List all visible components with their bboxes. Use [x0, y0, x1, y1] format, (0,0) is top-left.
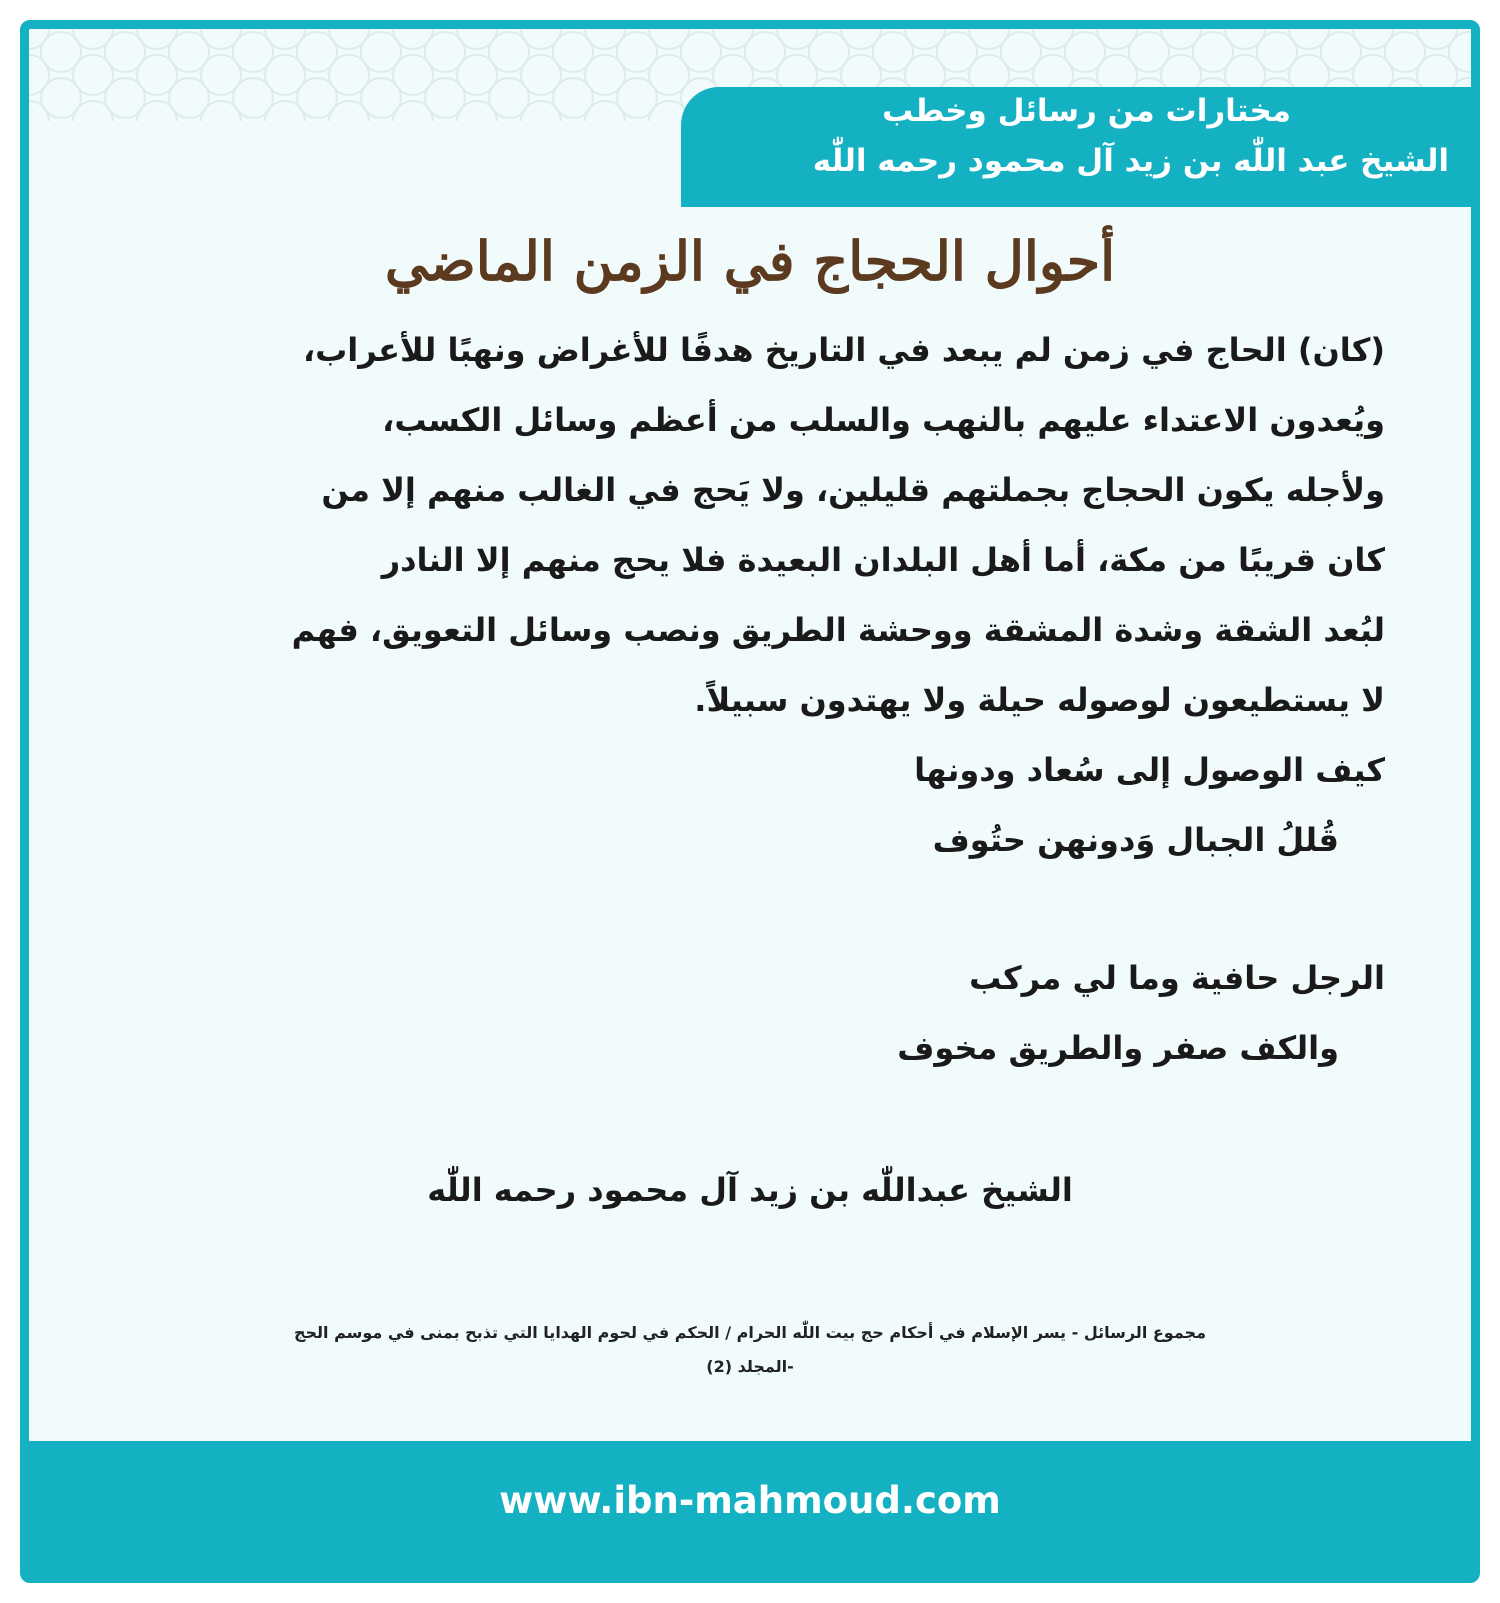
article-title: أحوال الحجاج في الزمن الماضي: [384, 229, 1116, 293]
source-citation: مجموع الرسائل - يسر الإسلام في أحكام حج بيت اللّٰه الحرام / الحكم في لحوم الهدايا التي تذبح بمنى في موسم الحج: [293, 1323, 1206, 1342]
poem-verse-2-first: الرجل حافية وما لي مركب: [969, 959, 1385, 997]
body-line-1: (كان) الحاج في زمن لم يبعد في التاريخ هدفًا للأغراض ونهبًا للأعراب،: [302, 331, 1385, 369]
body-line-6: لا يستطيعون لوصوله حيلة ولا يهتدون سبيلاً.: [694, 681, 1385, 719]
website-link[interactable]: www.ibn-mahmoud.com: [499, 1479, 1001, 1522]
header-banner: [681, 87, 1471, 207]
poem-verse-1-first: كيف الوصول إلى سُعاد ودونها: [914, 751, 1385, 789]
header-subtitle: مختارات من رسائل وخطب: [882, 93, 1291, 129]
body-line-2: ويُعدون الاعتداء عليهم بالنهب والسلب من أعظم وسائل الكسب،: [382, 401, 1385, 439]
header-author: الشيخ عبد اللّٰه بن زيد آل محمود رحمه اللّٰه: [812, 143, 1449, 179]
article-card: [20, 20, 1480, 1583]
body-line-3: ولأجله يكون الحجاج بجملتهم قليلين، ولا يَحج في الغالب منهم إلا من: [321, 471, 1385, 509]
body-line-4: كان قريبًا من مكة، أما أهل البلدان البعيدة فلا يحج منهم إلا النادر: [381, 541, 1385, 579]
poem-verse-2-second: والكف صفر والطريق مخوف: [897, 1029, 1339, 1067]
source-volume: -المجلد (2): [706, 1357, 794, 1376]
signature: الشيخ عبداللّٰه بن زيد آل محمود رحمه اللّٰه: [427, 1171, 1073, 1209]
footer-bar: [29, 1441, 1471, 1574]
body-line-5: لبُعد الشقة وشدة المشقة ووحشة الطريق ونصب وسائل التعويق، فهم: [291, 611, 1385, 649]
poem-verse-1-second: قُللُ الجبال وَدونهن حتُوف: [932, 821, 1339, 859]
